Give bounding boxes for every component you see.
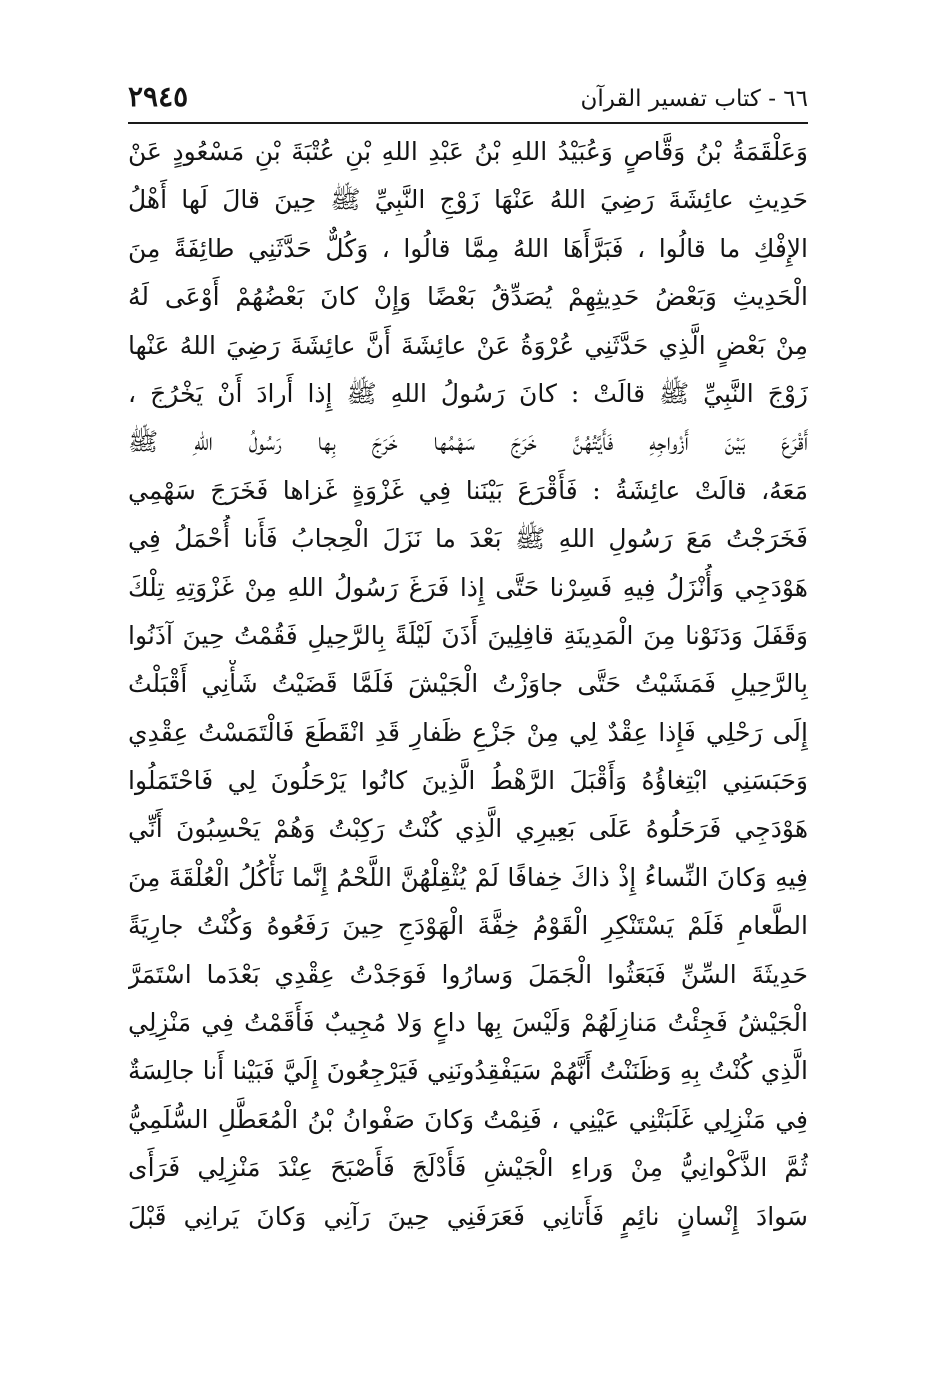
text-line: بِالرَّحِيلِ فَمَشَيْتُ حَتَّى جاوَزْتُ الْجَيْشَ فَلَمَّا قَضَيْتُ شَأْنِي أَقْبَلْتُ (128, 669, 808, 699)
body-text (128, 128, 808, 1241)
text-line: فِي مَنْزِلِي غَلَبَتْنِي عَيْنِي ، فَنِمْتُ وَكانَ صَفْوانُ بْنُ الْمُعَطَّلِ السُّلَمِيُّ (128, 1104, 808, 1134)
text-line: ثُمَّ الذَّكْوانِيُّ مِنْ وَراءِ الْجَيْشِ فَأَدْلَجَ فَأَصْبَحَ عِنْدَ مَنْزِلِي فَرَأَى (128, 1153, 808, 1183)
text-line: إِلَى رَحْلِي فَإِذا عِقْدٌ لِي مِنْ جَزْعِ ظَفارِ قَدِ انْقَطَعَ فَالْتَمَسْتُ عِقْدِي (128, 717, 808, 747)
text-line: فِيهِ وَكانَ النِّساءُ إِذْ ذاكَ خِفافًا لَمْ يُثْقِلْهُنَّ اللَّحْمُ إِنَّما نَأْكُلُ الْعُلْقَةَ مِنَ (128, 862, 808, 892)
text-line: مِنْ بَعْضٍ الَّذِي حَدَّثَنِي عُرْوَةُ عَنْ عائِشَةَ أَنَّ عائِشَةَ رَضِيَ اللهُ عَنْها (128, 330, 808, 360)
text-line: سَوادَ إِنْسانٍ نائِمٍ فَأَتانِي فَعَرَفَنِي حِينَ رَآنِي وَكانَ يَرانِي قَبْلَ (128, 1201, 808, 1231)
header-rule (128, 122, 808, 124)
page-number: ٢٩٤٥ (128, 80, 189, 113)
text-line: حَدِيثَةَ السِّنِّ فَبَعَثُوا الْجَمَلَ وَسارُوا فَوَجَدْتُ عِقْدِي بَعْدَما اسْتَمَرَّ (128, 959, 808, 989)
text-line: الإِفْكِ ما قالُوا ، فَبَرَّأَهَا اللهُ مِمَّا قالُوا ، وَكُلٌّ حَدَّثَنِي طائِفَةً مِنَ (128, 233, 808, 263)
text-line: فَخَرَجْتُ مَعَ رَسُولِ اللهِ ﷺ بَعْدَ ما نَزَلَ الْحِجابُ فَأَنا أُحْمَلُ فِي (128, 524, 808, 554)
text-line: الطَّعامِ فَلَمْ يَسْتَنْكِرِ الْقَوْمُ خِفَّةَ الْهَوْدَجِ حِينَ رَفَعُوهُ وَكُنْتُ جارِيَةً (128, 911, 808, 941)
text-line: حَدِيثِ عائِشَةَ رَضِيَ اللهُ عَنْهَا زَوْجِ النَّبِيِّ ﷺ حِينَ قالَ لَها أَهْلُ (128, 185, 808, 215)
running-title: ٦٦ - كتاب تفسير القرآن (580, 86, 808, 112)
text-line: هَوْدَجِي وَأُنْزَلُ فِيهِ فَسِرْنا حَتَّى إِذا فَرَغَ رَسُولُ اللهِ مِنْ غَزْوَتِهِ تِلْكَ (128, 572, 808, 602)
text-line: مَعَهُ، قالَتْ عائِشَةُ : فَأَقْرَعَ بَيْنَنا فِي غَزْوَةٍ غَزاها فَخَرَجَ سَهْمِي (128, 475, 808, 505)
text-line: الْحَدِيثِ وَبَعْضُ حَدِيثِهِمْ يُصَدِّقُ بَعْضًا وَإِنْ كانَ بَعْضُهُمْ أَوْعَى لَهُ (128, 282, 808, 312)
text-line: هَوْدَجِي فَرَحَلُوهُ عَلَى بَعِيرِي الَّذِي كُنْتُ رَكِبْتُ وَهُمْ يَحْسِبُونَ أَنِّي (128, 814, 808, 844)
text-line: الَّذِي كُنْتُ بِهِ وَظَنَنْتُ أَنَّهُمْ سَيَفْقِدُونَنِي فَيَرْجِعُونَ إِلَيَّ فَبَيْنا أَنا جالِسَةٌ (128, 1056, 808, 1086)
page-header (128, 80, 808, 120)
text-line: وَحَبَسَنِي ابْتِغاؤُهُ وَأَقْبَلَ الرَّهْطُ الَّذِينَ كانُوا يَرْحَلُونَ لِي فَاحْتَمَلُوا (128, 766, 808, 796)
text-line: أَقْرَعَ بَيْنَ أَزْواجِهِ فَأَيَّتُهُنَّ خَرَجَ سَهْمُها خَرَجَ بِها رَسُولُ اللهِ ﷺ (128, 427, 808, 457)
text-line: وَقَفَلَ وَدَنَوْنا مِنَ الْمَدِينَةِ قافِلِينَ أَذَنَ لَيْلَةً بِالرَّحِيلِ فَقُمْتُ حِينَ آذَنُوا (128, 620, 808, 650)
text-line: زَوْجَ النَّبِيِّ ﷺ قالَتْ : كانَ رَسُولُ اللهِ ﷺ إِذا أَرادَ أَنْ يَخْرُجَ ، (128, 378, 808, 408)
text-line: الْجَيْشُ فَجِئْتُ مَنازِلَهُمْ وَلَيْسَ بِها داعٍ وَلا مُجِيبٌ فَأَقَمْتُ فِي مَنْزِلِي (128, 1008, 808, 1038)
text-line: وَعَلْقَمَةُ بْنُ وَقَّاصٍ وَعُبَيْدُ اللهِ بْنُ عَبْدِ اللهِ بْنِ عُتْبَةَ بْنِ مَسْعُودٍ عَنْ (128, 137, 808, 166)
